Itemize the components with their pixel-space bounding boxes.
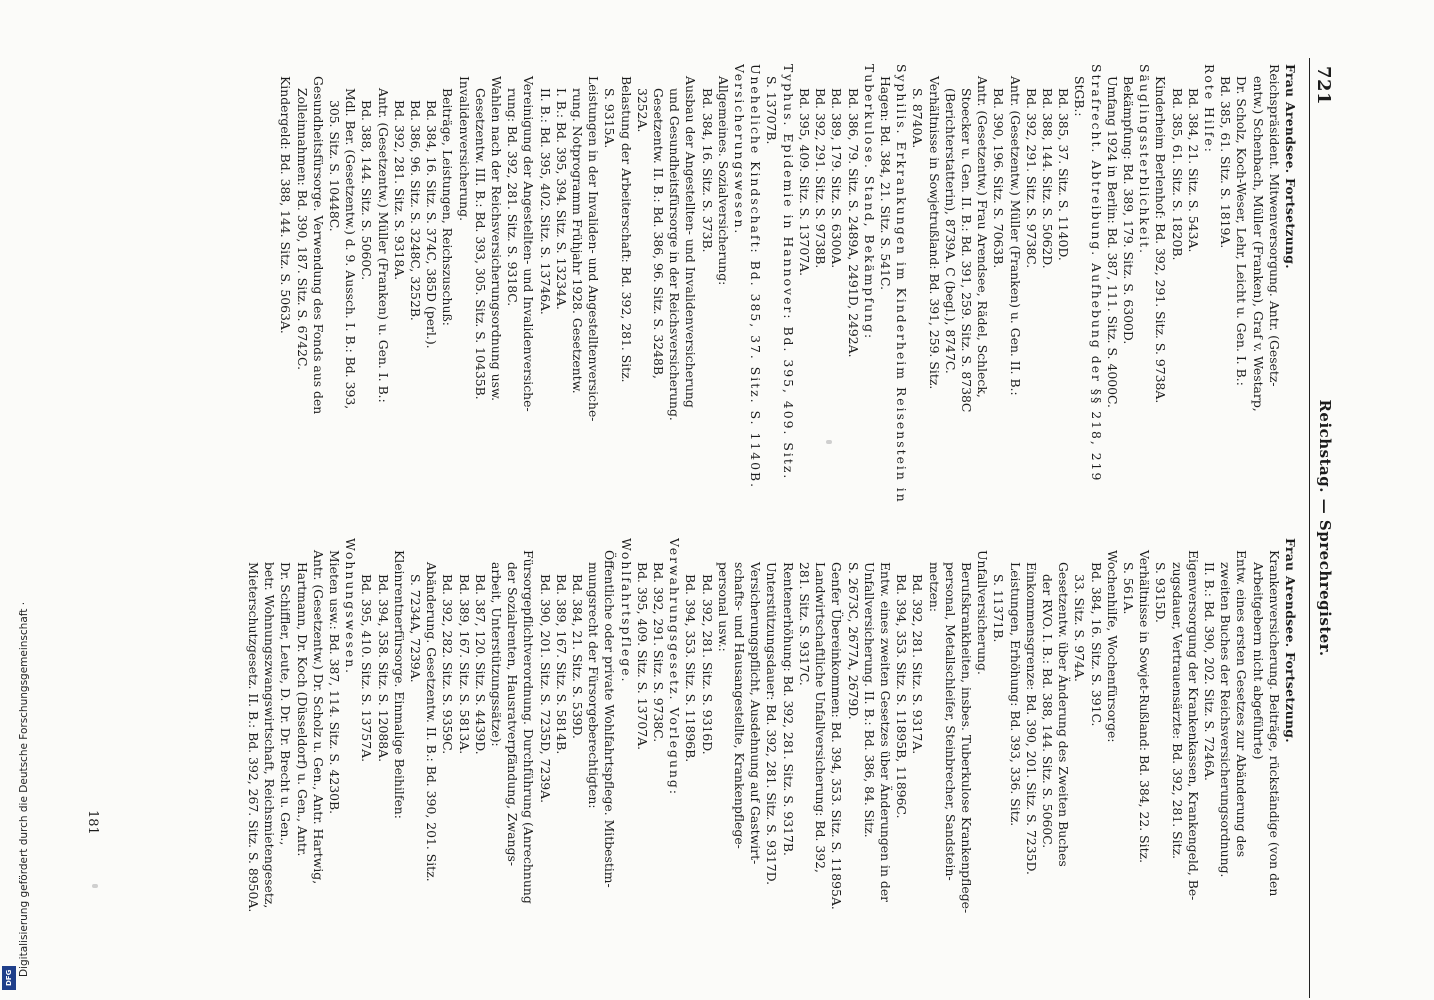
right-index-entry: Unfallversicherung. bbox=[975, 550, 991, 675]
right-index-entry: Eigenversorgung der Krankenkassen, Krankengeld, Be- bbox=[1185, 550, 1201, 901]
right-index-entry: zweiten Buches der Reichsversicherungsordnung. bbox=[1218, 562, 1234, 878]
left-index-entry: Bd. 384, 21. Sitz. S. 543A. bbox=[1185, 88, 1201, 253]
left-index-entry: Kindergeld: Bd. 388, 144. Sitz. S. 5063A. bbox=[278, 76, 294, 334]
left-index-entry: Bd. 386, 96. Sitz. S. 3248C, 3252B. bbox=[408, 100, 424, 321]
right-index-entry: Bd. 394, 353. Sitz. S. 11895B, 11896C. bbox=[894, 574, 910, 819]
right-index-entry: Kleinrentnerfürsorge. Einmalige Beihilfen: bbox=[391, 550, 407, 819]
right-index-entry: schafts- und Hausangestellte, Krankenpflege- bbox=[732, 562, 748, 849]
left-index-entry: Bd. 392, 281. Sitz. S. 9318A. bbox=[391, 100, 407, 281]
right-index-entry: Arbeitgebern nicht abgeführte) bbox=[1250, 562, 1266, 760]
right-index-entry: der Sozialrenten, Hausratverpfändung, Zwangs- bbox=[505, 562, 521, 867]
right-index-entry: Rentenerhöhung: Bd. 392, 281. Sitz. S. 9317B. bbox=[780, 562, 796, 856]
right-index-entry: Verhältnisse in Sowjet-Rußland: Bd. 384, 22. Sitz. bbox=[1137, 550, 1153, 864]
scan-speck bbox=[826, 440, 832, 444]
right-index-entry: Frau Arendsee. Fortsetzung. bbox=[1283, 538, 1298, 743]
right-index-entry: Bd. 392, 291. Sitz. S. 9738C. bbox=[651, 562, 667, 743]
left-index-entry: Bd. 384, 16. Sitz. S. 373B. bbox=[699, 88, 715, 253]
rotated-content bbox=[120, 58, 1340, 998]
column-left bbox=[138, 64, 1298, 509]
right-index-entry: Entw. eines zweiten Gesetzes über Änderungen in der bbox=[877, 562, 893, 903]
left-index-entry: Invalidenversicherung. bbox=[456, 76, 472, 222]
right-index-entry: Leistungen, Erhöhung: Bd. 393, 336. Sitz. bbox=[1007, 562, 1023, 827]
left-index-entry: Belastung der Arbeiterschaft: Bd. 392, 281. Sitz. bbox=[618, 76, 634, 383]
right-index-entry: Bd. 395, 409. Sitz. S. 13707A. bbox=[634, 562, 650, 751]
left-index-entry: Bd. 384, 16. Sitz. S. 374C, 385D (perl.). bbox=[424, 100, 440, 349]
right-index-entry: Entw. eines ersten Gesetzes zur Abänderung des bbox=[1234, 550, 1250, 858]
left-index-entry: Wahlen nach der Reichsversicherungsordnung usw. bbox=[489, 76, 505, 402]
left-index-entry: Antr. (Gesetzentw.) Müller (Franken) u. Gen. I. B.: bbox=[375, 88, 391, 403]
right-index-entry: S. 11371B. bbox=[991, 574, 1007, 643]
left-index-entry: rung. Notprogramm Frühjahr 1928. Gesetzentw. bbox=[570, 88, 586, 394]
right-index-entry: Landwirtschaftliche Unfallversicherung: Bd. 392, bbox=[813, 562, 829, 873]
left-index-entry: StGB.: bbox=[1072, 76, 1088, 117]
left-index-entry: Bd. 386, 79. Sitz. S. 2489A, 2491D, 2492A. bbox=[845, 88, 861, 358]
right-index-entry: Fürsorgepflichtverordnung. Durchführung (Anrechnung bbox=[521, 550, 537, 904]
left-index-entry: Typhus. Epidemie in Hannover: Bd. 395, 409. Sitz. bbox=[780, 64, 796, 481]
right-index-entry: 281. Sitz. S. 9317C. bbox=[796, 562, 812, 686]
left-index-entry: Umfang 1924 in Berlin: Bd. 387, 111. Sitz. S. 4000C. bbox=[1104, 76, 1120, 408]
right-index-entry: Hartmann, Dr. Koch (Düsseldorf) u. Gen., Antr. bbox=[294, 562, 310, 857]
left-index-entry: Rote Hilfe: bbox=[1201, 64, 1217, 154]
left-index-entry: Stoecker u. Gen. II. B.: Bd. 391, 259. Sitz. S. 8738C bbox=[958, 88, 974, 413]
left-index-entry: Reichspräsident. Mitwenversorgung. Antr. (Gesetz- bbox=[1266, 64, 1282, 387]
right-index-entry: II. B.: Bd. 390, 202. Sitz. S. 7246A. bbox=[1201, 562, 1217, 781]
left-index-entry: Bd. 385, 61. Sitz. S. 1820B. bbox=[1169, 88, 1185, 261]
left-index-entry: Bd. 389, 179. Sitz. S. 6300A. bbox=[829, 88, 845, 269]
right-index-entry: zugsdauer, Vertrauensärzte: Bd. 392, 281. Sitz. bbox=[1169, 562, 1185, 860]
right-index-entry: Bd. 392, 282. Sitz. S. 9359C. bbox=[440, 574, 456, 755]
left-index-entry: Frau Arendsee. Fortsetzung. bbox=[1283, 64, 1298, 269]
running-title: Reichstag. — Sprechregister. bbox=[1316, 399, 1334, 657]
left-index-entry: Kinderheim Berlenhof: Bd. 392, 291. Sitz. S. 9738A. bbox=[1153, 76, 1169, 404]
left-index-entry: I. B.: Bd. 395, 394. Sitz. S. 13234A. bbox=[553, 88, 569, 310]
left-index-entry: Vereinigung der Angestellten- und Invalidenversiche- bbox=[521, 76, 537, 412]
left-index-entry: Strafrecht. Abtreibung. Aufhebung der §§ 218, 219 bbox=[1088, 64, 1104, 483]
left-index-entry: Syphilis. Erkrankungen im Kinderheim Reisenstein in bbox=[894, 64, 910, 504]
left-index-entry: Tuberkulose. Stand, Bekämpfung: bbox=[861, 64, 877, 341]
right-index-entry: betr. Wohnungszwangswirtschaft, Reichsmietengesetz, bbox=[262, 562, 278, 909]
left-index-entry: Mdl. Ber. (Gesetzentw.) d. 9. Aussch. I. B.: Bd. 393, bbox=[343, 88, 359, 410]
left-index-entry: Säuglingssterblichkeit. bbox=[1137, 64, 1153, 256]
right-index-entry: Unfallversicherung. II. B.: Bd. 386, 84. Sitz. bbox=[861, 562, 877, 838]
right-index-entry: personal, Metallschleifer, Steinbrecher, Sandstein- bbox=[942, 562, 958, 881]
right-index-entry: 33. Sitz. S. 974A. bbox=[1072, 574, 1088, 682]
left-index-entry: Bd. 392, 291. Sitz. S. 9738C. bbox=[1023, 88, 1039, 269]
right-index-entry: Wohlfahrtspflege. bbox=[618, 538, 634, 684]
right-index-entry: Bd. 394, 353. Sitz. S. 11896B. bbox=[683, 574, 699, 763]
right-index-entry: Unterstützungsdauer: Bd. 392, 281. Sitz. S. 9317D. bbox=[764, 562, 780, 886]
left-index-entry: (Berichterstatterin), 8739A. C (begl.), 8747C. bbox=[942, 88, 958, 374]
left-index-entry: Antr. (Gesetzentw.) Frau Arendsee, Rädel, Schleck, bbox=[975, 76, 991, 398]
left-index-entry: Bd. 395, 409. Sitz. S. 13707A. bbox=[796, 88, 812, 277]
right-index-entry: Krankenversicherung. Beiträge, rückständige (von den bbox=[1266, 550, 1282, 897]
left-index-entry: Hagen: Bd. 384, 21. Sitz. S. 541C. bbox=[877, 76, 893, 291]
right-index-entry: Bd. 392, 281. Sitz. S. 9317A. bbox=[910, 574, 926, 755]
right-index-entry: Bd. 394, 358. Sitz. S. 12088A. bbox=[375, 574, 391, 763]
left-index-entry: entw.) Schenbach, Müller (Franken), Graf v. Westarp, bbox=[1250, 76, 1266, 412]
left-index-entry: und Gesundheitsfürsorge in der Reichsversicherung. bbox=[667, 88, 683, 421]
right-index-entry: metzen: bbox=[926, 562, 942, 613]
left-index-entry: rung: Bd. 392, 281. Sitz. S. 9318C. bbox=[505, 88, 521, 307]
left-index-entry: Leistungen in der Invaliden- und Angestelltenversiche- bbox=[586, 76, 602, 422]
right-index-entry: Bd. 389, 167. Sitz. S. 5814B. bbox=[553, 574, 569, 755]
right-index-entry: mungsrecht der Fürsorgeberechtigten: bbox=[586, 562, 602, 809]
right-index-entry: Bd. 389, 167. Sitz. S. 5813A. bbox=[456, 574, 472, 755]
left-index-entry: Bd. 392, 291. Sitz. S. 9738B. bbox=[813, 88, 829, 269]
left-index-entry: Beiträge, Leistungen, Reichszuschuß: bbox=[440, 88, 456, 326]
right-index-entry: personal usw.: bbox=[715, 562, 731, 652]
page-header bbox=[1309, 58, 1340, 998]
left-index-entry: Verhältnisse in Sowjetrußland: Bd. 391, 259. Sitz. bbox=[926, 76, 942, 390]
left-index-entry: S. 8740A. bbox=[910, 88, 926, 149]
right-index-entry: S. 7234A, 7239A. bbox=[408, 574, 424, 683]
left-index-entry: Gesetzentw. II. B.: Bd. 386, 96. Sitz. S. 3248B, bbox=[651, 88, 667, 379]
left-index-entry: S. 9315A. bbox=[602, 88, 618, 149]
left-index-entry: Bd. 390, 196. Sitz. S. 7063B. bbox=[991, 88, 1007, 269]
left-index-entry: Ausbau der Angestellten- und Invalidenversicherung bbox=[683, 76, 699, 408]
digitization-credit bbox=[18, 22, 36, 982]
left-index-entry: S. 13707B. bbox=[764, 76, 780, 145]
right-index-entry: Antr. (Gesetzentw.) Dr. Scholz u. Gen., Antr. Hartwig, bbox=[310, 550, 326, 885]
right-index-entry: Mieterschutzgesetz. II. B.: Bd. 392, 267. Sitz. S. 8950A. bbox=[246, 562, 261, 913]
right-index-entry: S. 2673C, 2677A, 2679D. bbox=[845, 562, 861, 720]
right-index-entry: Bd. 384, 16. Sitz. S. 391C. bbox=[1088, 562, 1104, 727]
right-index-entry: Öffentliche oder private Wohlfahrtspflege. Mitbestim- bbox=[602, 550, 618, 888]
left-index-entry: Bd. 385, 61. Sitz. S. 1819A. bbox=[1218, 76, 1234, 249]
right-index-entry: Bd. 390, 201. Sitz. S. 7235D, 7239A. bbox=[537, 574, 553, 804]
page-number: 721 bbox=[1313, 66, 1334, 106]
right-index-entry: Genfer Übereinkommen: Bd. 394, 353. Sitz. S. 11895A. bbox=[829, 562, 845, 910]
right-index-entry: Bd. 392, 281. Sitz. S. 9316D. bbox=[699, 574, 715, 755]
right-index-entry: Einkommensgrenze: Bd. 390, 201. Sitz. S. 7235D. bbox=[1023, 562, 1039, 875]
page-marker: 181 bbox=[85, 810, 100, 835]
left-index-entry: Uneheliche Kindschaft: Bd. 385, 37. Sitz. S. 1140B. bbox=[748, 64, 764, 490]
dfg-logo: DFG bbox=[2, 966, 16, 990]
right-index-entry: Dr. Schiffler, Leute, D. Dr. Dr. Brecht u. Gen., bbox=[278, 562, 294, 846]
left-index-entry: II. B.: Bd. 395, 402. Sitz. S. 13746A. bbox=[537, 88, 553, 315]
left-index-entry: 305. Sitz. S. 10448C. bbox=[327, 100, 343, 232]
right-index-entry: Berufskrankheiten, insbes. Tuberkulose Krankenpflege- bbox=[958, 562, 974, 914]
left-index-entry: Versicherungswesen. bbox=[732, 64, 748, 236]
left-index-entry: Allgemeines. Sozialversicherung: bbox=[715, 76, 731, 286]
right-index-entry: Bd. 387, 120. Sitz. S. 4439D. bbox=[472, 574, 488, 755]
right-index-entry: der RVO. I. B.: Bd. 388, 144. Sitz. S. 5060C. bbox=[1039, 574, 1055, 849]
left-index-entry: Antr. (Gesetzentw.) Müller (Franken) u. Gen. II. B.: bbox=[1007, 76, 1023, 396]
left-index-entry: Dr. Scholz, Koch-Weser, Lehr, Leicht u. Gen. I. B.: bbox=[1234, 76, 1250, 386]
right-index-entry: Abänderung. Gesetzentw. II. B.: Bd. 390, 201. Sitz. bbox=[424, 562, 440, 882]
right-index-entry: Mieten usw.: Bd. 387, 114. Sitz. S. 4230B. bbox=[327, 550, 343, 815]
right-index-entry: Verwahrungsgesetz. Vorlegung: bbox=[667, 538, 683, 797]
right-index-entry: S. 561A. bbox=[1120, 562, 1136, 615]
left-index-entry: Gesundheitsfürsorge. Verwendung des Fonds aus den bbox=[310, 76, 326, 415]
right-index-entry: Wohnungswesen. bbox=[343, 538, 359, 676]
right-index-entry: Gesetzentw. über Änderung des Zweiten Buches bbox=[1056, 562, 1072, 867]
left-index-entry: Gesetzentw. III. B.: Bd. 393, 305. Sitz. S. 10435B. bbox=[472, 88, 488, 400]
left-index-entry: Bekämpfung: Bd. 389, 179. Sitz. S. 6300D. bbox=[1120, 76, 1136, 345]
digitization-credit-text: Digitalisierung gefördert durch die Deutsche Forschungsgemeinschaft · bbox=[18, 601, 30, 977]
left-index-entry: Bd. 388, 144. Sitz. S. 5060C. bbox=[359, 100, 375, 281]
left-index-entry: Zolleinnahmen: Bd. 390, 187. Sitz. S. 6742C. bbox=[294, 88, 310, 371]
column-right bbox=[138, 538, 1298, 983]
left-index-entry: Bd. 385, 37. Sitz. S. 1140D. bbox=[1056, 88, 1072, 261]
right-index-entry: Bd. 384, 21. Sitz. S. 539D. bbox=[570, 574, 586, 739]
right-index-entry: Wochenhilfe, Wochenfürsorge: bbox=[1104, 550, 1120, 743]
left-index-entry: Bd. 388, 144. Sitz. S. 5062D. bbox=[1039, 88, 1055, 269]
right-index-entry: Bd. 395, 410. Sitz. S. 13757A. bbox=[359, 574, 375, 763]
left-index-entry: 3252A. bbox=[634, 88, 650, 133]
right-index-entry: Versicherungspflicht, Ausdehnung auf Gastwirt- bbox=[748, 562, 764, 865]
scan-speck bbox=[92, 884, 98, 888]
right-index-entry: arbeit, Unterstützungssätze): bbox=[489, 562, 505, 747]
right-index-entry: S. 9315D. bbox=[1153, 562, 1169, 623]
